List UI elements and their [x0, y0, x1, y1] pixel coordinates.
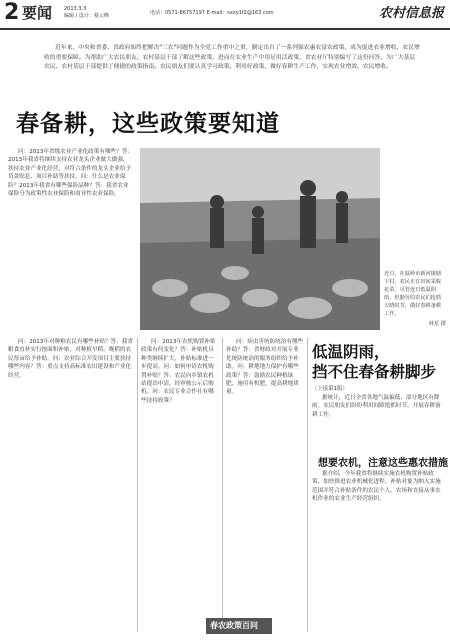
- article-column-left-bottom: [8, 338, 134, 628]
- article-column-left-top: [8, 148, 134, 330]
- column-divider: [137, 338, 138, 632]
- page-header: [0, 0, 450, 30]
- side-article-title: [312, 342, 436, 382]
- news-photo: [140, 148, 380, 330]
- side-article-body-1: [312, 394, 444, 452]
- column-text: 问：2013年省级农业产业化政策有哪些？答：2013年我省将继续支持农业龙头企业做大做强，扶持农业产业化经营，对符合条件的龙头企业给予贷款贴息、项目补助等扶持。问：什么是农业保险？2013年我省有哪些保险品种？答：我省农业保险分为政策性农业保险和商业性农业保险。: [8, 149, 133, 198]
- side-article-subhead: 想要农机，注意这些惠农措施: [318, 458, 448, 469]
- title-line-2: 挡不住春备耕脚步: [312, 363, 437, 381]
- series-logo-box: [206, 618, 272, 634]
- column-text: 问：2013年农机购置补贴政策有何变化？答：补贴机具种类继续扩大，补贴标准进一步提高。问：如何申请农机购置补贴？答：农民向乡镇农机站提出申请，经审核公示后购机。问：农民专业合作社有哪些扶持政策？: [141, 339, 216, 404]
- article-column-mid: [141, 338, 219, 628]
- intro-text: 近年来，中央和省委、省政府始终把解决"三农"问题作为全党工作重中之重，制定出台了一系列强农惠农富农政策，成为促进农业增收、农民增收的重要保障。为帮助广大农民朋友、农村基层干部了解这些政策，进而在农业生产中用足用活政策，省农业厅特别编写了这份问答，为广大基层农民、农村基层干部提供了便捷的政策指南。农民朋友们要认真学习政策，利用好政策，做好春耕生产工作，实现农业增效、农民增收。: [44, 45, 420, 70]
- header-meta: [64, 6, 109, 20]
- intro-paragraph: [44, 44, 420, 73]
- contact-line: 电话：0571-86757197 E-mail：sxxy1f2@163.com: [150, 10, 274, 16]
- column-text: 问：病虫害统防统治有哪些补助？答：省财政对开展专业化统防统治的服务组织给予补助。问：耕地地力保护有哪些政策？答：鼓励农民种植绿肥、施用有机肥，提高耕地质量。: [226, 339, 304, 396]
- column-text: 问：2013年对种粮农民有哪些补贴？答：我省粮食直补实行按面积补贴，对种植早稻、晚稻的农民每亩给予补贴。问：农业综合开发项目主要扶持哪些内容？答：重点支持高标准农田建设和产业化经营。: [8, 339, 133, 379]
- column-divider: [222, 338, 223, 632]
- article-column-right: [226, 338, 304, 608]
- column-text: 据介绍，今年我省将继续实施农机购置补贴政策，加快推进农业机械化进程。补贴对象为纳入实施范围并符合补贴条件的农民个人、农场和直接从事农机作业的农业生产经营组织。: [312, 471, 441, 503]
- caption-text: 近日，在温岭市新河镇塘下村，农民正在田间采收花菜。尽管连日低温阴雨，但勤劳的农民们抢抓天晴时节，做好春耕备耕工作。: [384, 271, 442, 317]
- date-line: 2013.3.3: [64, 6, 87, 12]
- section-title: 要闻: [22, 4, 53, 22]
- field-scene-illustration: [140, 148, 380, 330]
- masthead: 农村信息报: [378, 6, 444, 21]
- photo-caption: [384, 270, 446, 328]
- editor-line: 编辑 / 设计：蔡云峰: [64, 13, 109, 19]
- headline: 春备耕，这些政策要知道: [16, 111, 280, 137]
- side-article-author: （上接第1版）: [312, 386, 348, 392]
- photo-credit: 林星 摄: [428, 321, 446, 327]
- page-number: 2: [4, 0, 20, 25]
- side-article-body-2: [312, 470, 444, 632]
- title-line-1: 低温阴雨，: [312, 343, 390, 361]
- column-text: 据统计，近日全省各地气温偏低，部分地区有降雨。农民朋友们纷纷利用间隙抢抓时节，开展春耕备耕工作。: [312, 395, 441, 418]
- series-logo-text: 春农政策百问: [210, 621, 258, 630]
- column-divider: [307, 338, 308, 632]
